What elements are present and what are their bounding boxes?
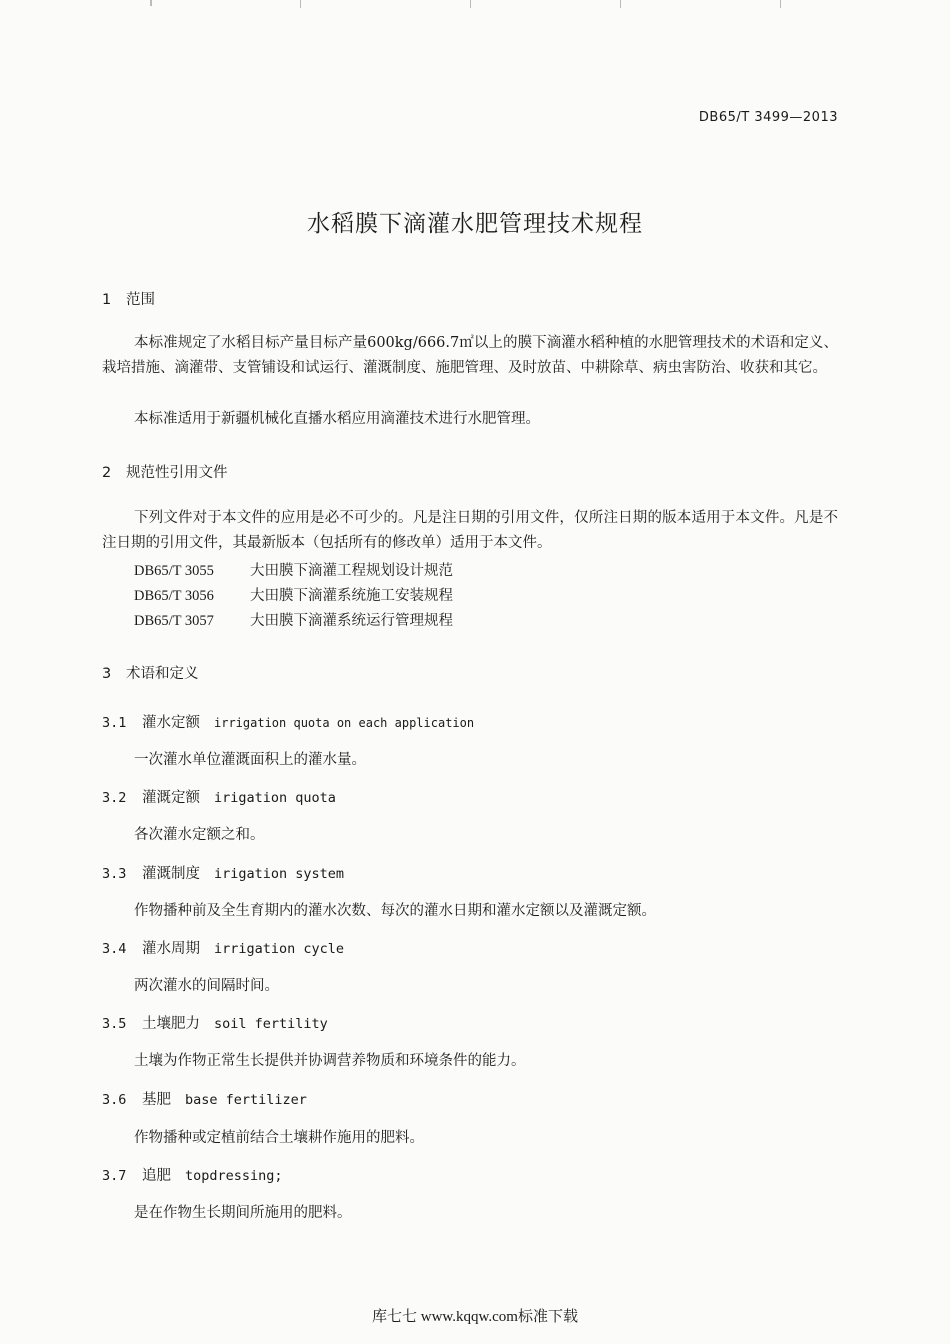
section-title: 术语和定义	[126, 666, 199, 682]
standard-number: DB65/T 3499—2013	[698, 110, 838, 125]
reference-code: DB65/T 3056	[134, 588, 214, 604]
section-heading-terms	[102, 662, 199, 683]
scope-paragraph: 本标准规定了水稻目标产量目标产量600kg/666.7㎡以上的膜下滴灌水稻种植的水肥管理技术的术语和定义、栽培措施、滴灌带、支管铺设和试运行、灌溉制度、施肥管理、及时放苗、中耕除草、病虫害防治、收获和其它。	[102, 335, 838, 376]
term-number: 3.1	[102, 715, 127, 731]
scope-applicability: 本标准适用于新疆机械化直播水稻应用滴灌技术进行水肥管理。	[134, 411, 540, 427]
term-number: 3.2	[102, 790, 127, 806]
reference-code: DB65/T 3055	[134, 563, 214, 579]
reference-name: 大田膜下滴灌系统运行管理规程	[250, 613, 453, 629]
section-title: 规范性引用文件	[126, 465, 228, 481]
term-number: 3.4	[102, 941, 127, 957]
section-heading-references	[102, 461, 228, 482]
term-english: irigation system	[214, 866, 345, 882]
term-english: irigation quota	[214, 790, 336, 806]
term-heading	[102, 711, 474, 732]
section-number: 2	[102, 465, 112, 481]
reference-item	[134, 584, 453, 605]
scan-mark	[150, 0, 152, 6]
term-number: 3.5	[102, 1016, 127, 1032]
scan-mark	[620, 0, 621, 8]
term-chinese: 灌溉制度	[142, 866, 200, 882]
page-title: 水稻膜下滴灌水肥管理技术规程	[307, 211, 643, 237]
term-definition: 一次灌水单位灌溉面积上的灌水量。	[134, 752, 366, 768]
term-english: soil fertility	[214, 1016, 328, 1032]
footer-watermark: 库七七 www.kqqw.com标准下载	[372, 1309, 578, 1325]
term-number: 3.3	[102, 866, 127, 882]
reference-name: 大田膜下滴灌工程规划设计规范	[250, 563, 453, 579]
term-definition: 作物播种前及全生育期内的灌水次数、每次的灌水日期和灌水定额以及灌溉定额。	[134, 903, 656, 919]
section-heading-scope	[102, 288, 155, 309]
term-english: irrigation quota on each application	[214, 716, 475, 730]
term-chinese: 灌水周期	[142, 941, 200, 957]
term-chinese: 基肥	[142, 1092, 171, 1108]
reference-code: DB65/T 3057	[134, 613, 214, 629]
term-chinese: 土壤肥力	[142, 1016, 200, 1032]
references-intro: 下列文件对于本文件的应用是必不可少的。凡是注日期的引用文件，仅所注日期的版本适用于本文件。凡是不注日期的引用文件，其最新版本（包括所有的修改单）适用于本文件。	[102, 510, 838, 551]
term-english: irrigation cycle	[214, 941, 345, 957]
term-heading	[102, 1012, 328, 1033]
reference-item	[134, 559, 453, 580]
scan-mark	[780, 0, 781, 8]
reference-item	[134, 609, 453, 630]
term-chinese: 追肥	[142, 1168, 171, 1184]
term-number: 3.7	[102, 1168, 127, 1184]
section-number: 3	[102, 666, 112, 682]
term-chinese: 灌溉定额	[142, 790, 200, 806]
reference-name: 大田膜下滴灌系统施工安装规程	[250, 588, 453, 604]
scan-mark	[470, 0, 471, 8]
term-definition: 各次灌水定额之和。	[134, 827, 265, 843]
scan-mark	[300, 0, 301, 8]
term-number: 3.6	[102, 1092, 127, 1108]
term-chinese: 灌水定额	[142, 715, 200, 731]
section-title: 范围	[126, 292, 155, 308]
term-definition: 土壤为作物正常生长提供并协调营养物质和环境条件的能力。	[134, 1053, 526, 1069]
term-english: base fertilizer	[185, 1092, 307, 1108]
term-definition: 是在作物生长期间所施用的肥料。	[134, 1205, 352, 1221]
term-english: topdressing;	[185, 1168, 283, 1184]
term-definition: 作物播种或定植前结合土壤耕作施用的肥料。	[134, 1130, 424, 1146]
term-heading	[102, 786, 336, 807]
section-number: 1	[102, 292, 112, 308]
term-heading	[102, 1088, 307, 1109]
term-heading	[102, 1164, 283, 1185]
term-definition: 两次灌水的间隔时间。	[134, 978, 279, 994]
term-heading	[102, 862, 344, 883]
term-heading	[102, 937, 344, 958]
